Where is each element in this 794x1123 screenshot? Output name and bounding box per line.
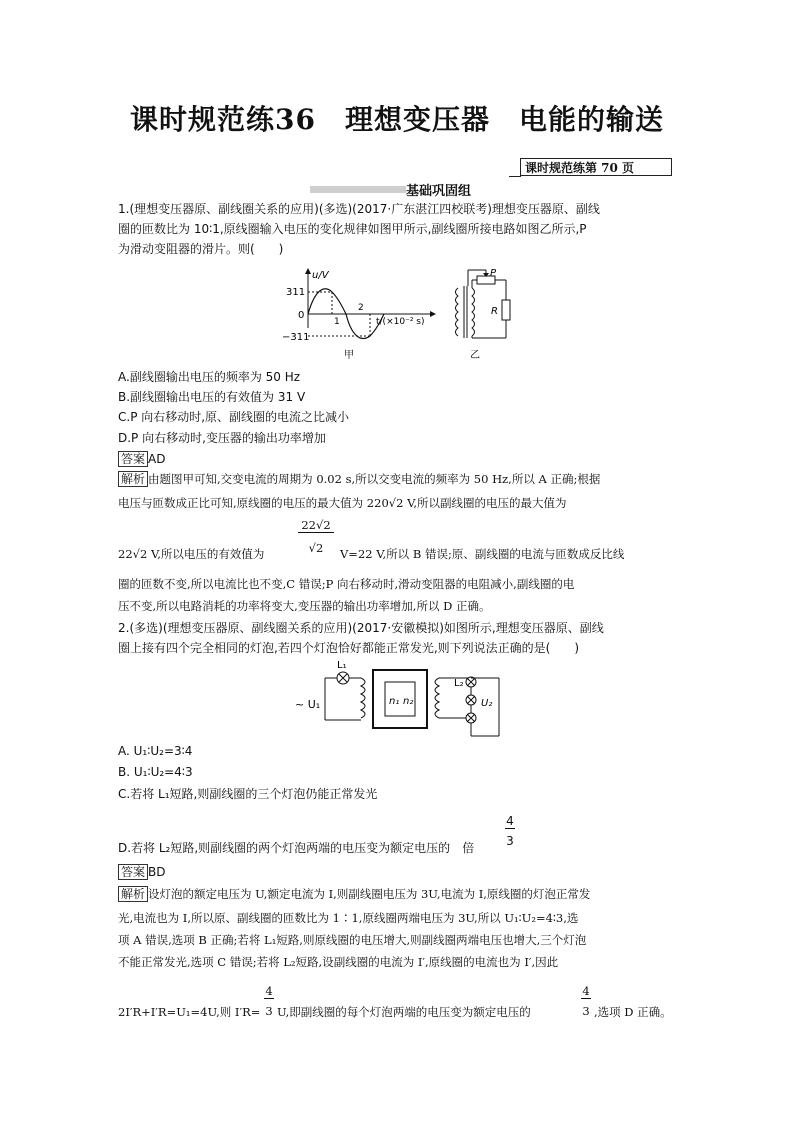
section-heading: 基础巩固组 xyxy=(406,184,472,199)
q1-analysis-line3c: V=22 V,所以 B 错误;原、副线圈的电流与匝数成反比线 xyxy=(340,547,625,561)
sqrt2-symbol: √2 xyxy=(132,547,148,561)
q2-frac1-den: 3 xyxy=(265,1004,273,1018)
t1-label: 1 xyxy=(334,317,340,327)
q2-answer: BD xyxy=(148,865,166,879)
q2-analysis-line5c: ,选项 D 正确。 xyxy=(594,1005,672,1019)
t2-label: 2 xyxy=(358,303,364,313)
q1-analysis-line3a xyxy=(118,544,264,564)
q1-option-b: B.副线圈输出电压的有效值为 31 V xyxy=(118,390,306,404)
q2-analysis-line3: 项 A 错误,选项 B 正确;若将 L₁短路,则原线圈的电压增大,则副线圈两端电压也增大,三个灯泡 xyxy=(118,933,587,947)
q1-figure xyxy=(280,266,530,366)
q1-answer: AD xyxy=(148,452,166,466)
y-top-label: 311 xyxy=(286,287,306,298)
q1-analysis-text2a: 电压与匝数成正比可知,原线圈的电压的最大值为 220 xyxy=(118,496,389,510)
q2-analysis-line1 xyxy=(118,884,674,904)
q2-analysis-text1: 设灯泡的额定电压为 U,额定电流为 I,则副线圈电压为 3U,电流为 I,原线圈的灯泡正常发 xyxy=(148,887,591,901)
q2-analysis-line2: 光,电流也为 I,所以原、副线圈的匝数比为 1∶1,原线圈两端电压为 3U,所以 U₁∶U₂=4∶3,选 xyxy=(118,911,579,925)
n1-label: n₁ xyxy=(389,696,400,707)
voltage-graph xyxy=(282,268,436,361)
answer-tag: 答案 xyxy=(118,451,148,467)
q2-option-d-tail: 倍 xyxy=(462,841,475,855)
q2-analysis-line4: 不能正常发光,选项 C 错误;若将 L₂短路,设副线圈的电流为 I′,原线圈的电流也为 I′,因此 xyxy=(118,955,559,969)
q2-option-a: A. U₁∶U₂=3∶4 xyxy=(118,744,193,758)
q1-answer-row xyxy=(118,449,165,469)
q1-stem-line1: 1.(理想变压器原、副线圈关系的应用)(多选)(2017·广东湛江四校联考)理想变压器原、副线 xyxy=(118,202,600,216)
q2-option-b: B. U₁∶U₂=4∶3 xyxy=(118,765,193,779)
q2-analysis-line5a: 2I′R+I′R=U₁=4U,则 I′R= xyxy=(118,1005,261,1019)
y-axis-label: u/V xyxy=(312,270,329,281)
answer-tag: 答案 xyxy=(118,864,148,880)
q1-analysis-text3b: V,所以电压的有效值为 xyxy=(147,547,265,561)
q2-optd-frac-num: 4 xyxy=(506,814,514,828)
x-axis-label: t/(×10⁻² s) xyxy=(376,317,425,327)
q2-frac2-num: 4 xyxy=(582,984,590,998)
q2-stem-line1: 2.(多选)(理想变压器原、副线圈关系的应用)(2017·安徽模拟)如图所示,理想变压器原、副线 xyxy=(118,621,604,635)
q2-frac2-den: 3 xyxy=(582,1004,590,1018)
y-zero-label: 0 xyxy=(298,310,305,321)
caption-a: 甲 xyxy=(344,350,354,361)
q2-option-d xyxy=(118,838,474,858)
q1-stem-line2: 圈的匝数比为 10∶1,原线圈输入电压的变化规律如图甲所示,副线圈所接电路如图乙所示,P xyxy=(118,222,587,236)
q1-stem-line3: 为滑动变阻器的滑片。则( ) xyxy=(118,242,284,256)
q2-optd-frac-den: 3 xyxy=(506,834,514,848)
section-bar xyxy=(310,186,406,193)
u2-label: U₂ xyxy=(481,698,493,709)
q1-option-c: C.P 向右移动时,原、副线圈的电流之比减小 xyxy=(118,410,350,424)
slider-label: P xyxy=(490,268,497,279)
y-bottom-label: −311 xyxy=(282,332,310,343)
q2-frac1-num: 4 xyxy=(265,984,273,998)
lamp2-label: L₂ xyxy=(454,678,464,689)
n2-label: n₂ xyxy=(403,696,414,707)
analysis-tag: 解析 xyxy=(118,471,148,487)
analysis-tag: 解析 xyxy=(118,886,148,902)
source-label: ~ U₁ xyxy=(295,698,321,711)
q2-analysis-line5b: U,即副线圈的每个灯泡两端的电压变为额定电压的 xyxy=(277,1005,531,1019)
page-reference: 课时规范练第 70 页 xyxy=(520,158,672,176)
q1-analysis-line1 xyxy=(118,469,674,489)
lamp1-label: L₁ xyxy=(337,660,347,671)
page-title: 课时规范练36 理想变压器 电能的输送 xyxy=(130,103,664,136)
q1-analysis-text2b: V,所以副线圈的电压的最大值为 xyxy=(403,496,567,510)
q1-fraction-numerator: 22√2 xyxy=(298,518,334,533)
q1-fraction-denominator: √2 xyxy=(308,541,324,555)
secondary-circuit xyxy=(456,268,511,361)
caption-b: 乙 xyxy=(470,350,480,361)
sqrt2-symbol: √2 xyxy=(388,496,404,510)
q1-analysis-text3a: 22 xyxy=(118,547,133,561)
q1-analysis-line2 xyxy=(118,493,674,513)
q1-analysis-line5: 压不变,所以电路消耗的功率将变大,变压器的输出功率增加,所以 D 正确。 xyxy=(118,599,491,613)
q2-answer-row xyxy=(118,862,166,882)
reference-underline xyxy=(509,176,521,177)
q2-figure xyxy=(295,660,525,740)
q1-analysis-text1: 由题图甲可知,交变电流的周期为 0.02 s,所以交变电流的频率为 50 Hz,所以 A 正确;根据 xyxy=(148,472,601,486)
q2-stem-line2: 圈上接有四个完全相同的灯泡,若四个灯泡恰好都能正常发光,则下列说法正确的是( ) xyxy=(118,641,579,655)
q2-option-d-text: D.若将 L₂短路,则副线圈的两个灯泡两端的电压变为额定电压的 xyxy=(118,841,451,855)
q1-option-a: A.副线圈输出电压的频率为 50 Hz xyxy=(118,370,301,384)
q1-analysis-line4: 圈的匝数不变,所以电流比也不变,C 错误;P 向右移动时,滑动变阻器的电阻减小,副线圈的电 xyxy=(118,577,575,591)
resistor-label: R xyxy=(491,306,498,317)
q1-option-d: D.P 向右移动时,变压器的输出功率增加 xyxy=(118,431,326,445)
q2-option-c: C.若将 L₁短路,则副线圈的三个灯泡仍能正常发光 xyxy=(118,787,378,801)
